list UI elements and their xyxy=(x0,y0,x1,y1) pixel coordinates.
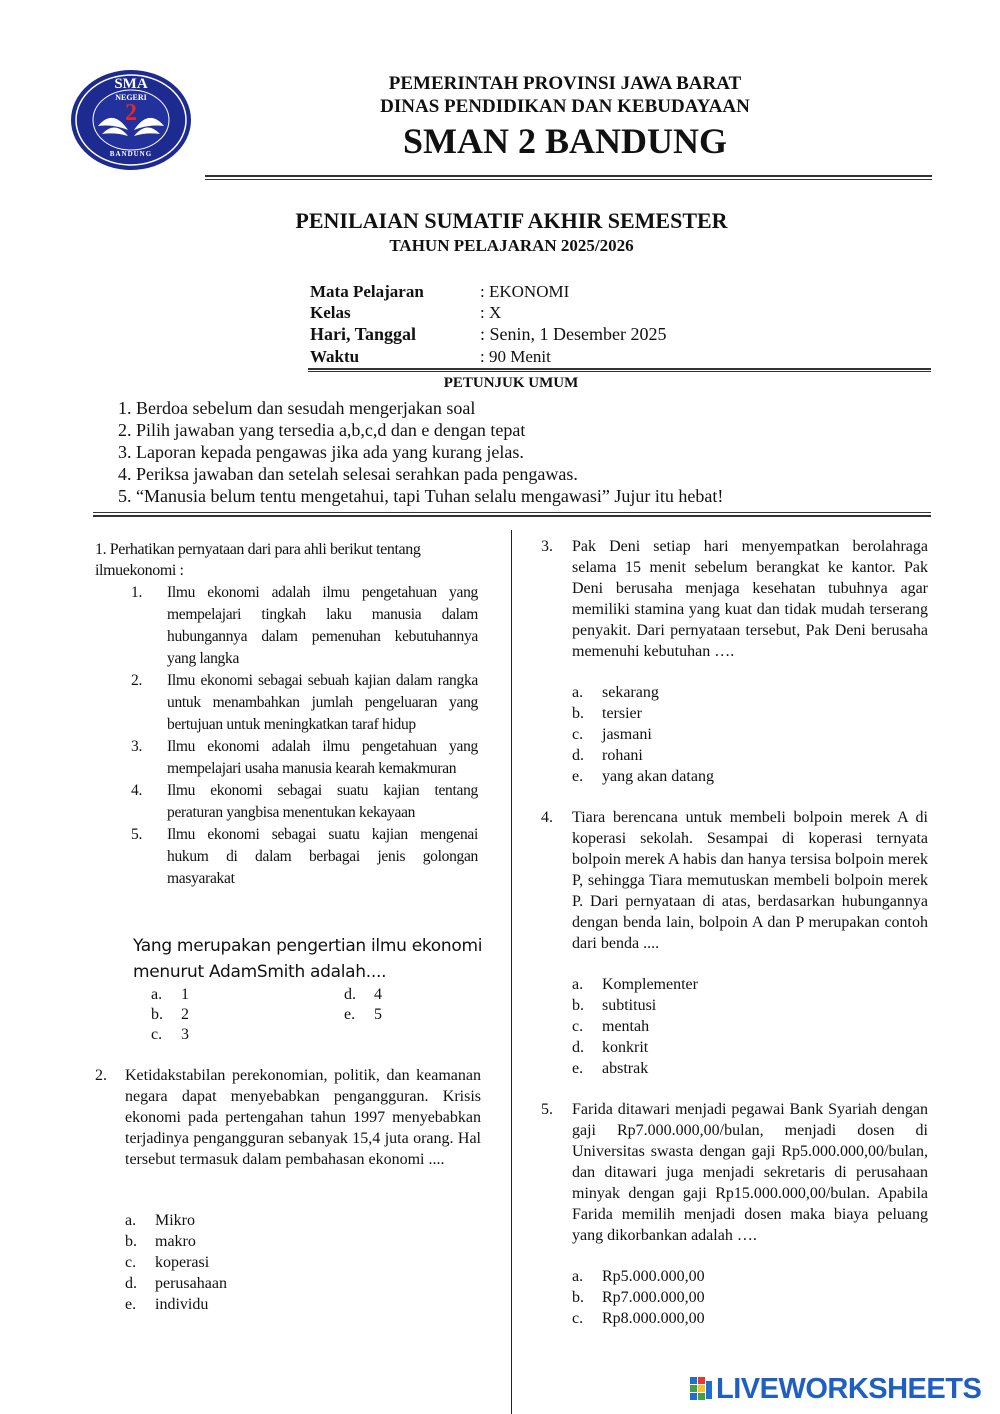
q5-option-b[interactable]: b. Rp7.000.000,00 xyxy=(572,1289,705,1306)
q2-option-e[interactable]: e. individu xyxy=(125,1296,209,1313)
q5-number: 5. xyxy=(541,1101,553,1118)
q5-option-a[interactable]: a. Rp5.000.000,00 xyxy=(572,1268,705,1285)
q2-option-a[interactable]: a. Mikro xyxy=(125,1212,195,1229)
q4-option-c[interactable]: c. mentah xyxy=(572,1018,650,1035)
q1-question: Yang merupakan pengertian ilmu ekonomi menurut AdamSmith adalah.... xyxy=(133,936,483,982)
q3-option-d[interactable]: d. rohani xyxy=(572,747,643,764)
q4-text: Tiara berencana untuk membeli bolpoin merek A di koperasi sekolah. Sesampai di koperasi ternyata bolpoin merek A habis dan hanya tersisa bolpoin merek P, sehingga Tiara memutuskan membeli bolpoin merek P. Dari pernyataan di atas, berdasarkan hubungannya dengan benda lain, bolpoin A dan P merupakan contoh dari benda .... xyxy=(572,809,928,952)
logo-text-top: SMA xyxy=(114,76,148,92)
q2-number: 2. xyxy=(95,1067,107,1084)
meta-time: Waktu : 90 Menit xyxy=(310,347,551,366)
section-rule-thick xyxy=(93,515,931,517)
q1-statement: 3. Ilmu ekonomi adalah ilmu pengetahuan yang mempelajari usaha manusia kearah kemakmuran xyxy=(131,738,478,777)
q4-option-b[interactable]: b. subtitusi xyxy=(572,997,657,1014)
q2-text: Ketidakstabilan perekonomian, politik, dan keamanan negara dapat menyebabkan pengangguran. Krisis ekonomi pada pertengahan tahun 1997 menyebabkan terjadinya pengangguran sebanyak 15,4 juta orang. Hal tersebut termasuk dalam pembahasan ekonomi .... xyxy=(125,1067,481,1168)
q3-option-c[interactable]: c. jasmani xyxy=(572,726,652,743)
q4-option-d[interactable]: d. konkrit xyxy=(572,1039,649,1056)
q1-statements xyxy=(131,582,478,890)
q4-option-a[interactable]: a. Komplementer xyxy=(572,976,698,993)
q1-stem: 1. Perhatikan pernyataan dari para ahli berikut tentang ilmuekonomi : xyxy=(95,541,421,579)
instruction-item: 5. “Manusia belum tentu mengetahui, tapi Tuhan selalu mengawasi” Jujur itu hebat! xyxy=(118,486,724,506)
q1-option-a[interactable]: a. 1 xyxy=(151,986,189,1003)
q1-option-b[interactable]: b. 2 xyxy=(151,1006,189,1023)
header-rule-thin xyxy=(205,179,932,180)
meta-rule-thin xyxy=(308,371,931,372)
header-line2: DINAS PENDIDIKAN DAN KEBUDAYAAN xyxy=(380,96,750,117)
q1-statement: 2. Ilmu ekonomi sebagai sebuah kajian dalam rangka untuk menambahkan jumlah pengeluaran yang bertujuan untuk meningkatkan taraf hidup xyxy=(131,672,478,733)
q2-option-c[interactable]: c. koperasi xyxy=(125,1254,210,1271)
liveworksheets-icon xyxy=(690,1377,714,1401)
liveworksheets-watermark: LIVEWORKSHEETS xyxy=(716,1373,982,1405)
school-name: SMAN 2 BANDUNG xyxy=(403,121,727,161)
instruction-item: 2. Pilih jawaban yang tersedia a,b,c,d dan e dengan tepat xyxy=(118,420,526,440)
exam-title: PENILAIAN SUMATIF AKHIR SEMESTER xyxy=(295,208,728,233)
q1-option-e[interactable]: e. 5 xyxy=(344,1006,382,1023)
instruction-item: 1. Berdoa sebelum dan sesudah mengerjakan soal xyxy=(118,398,476,418)
q1-statement: 5. Ilmu ekonomi sebagai suatu kajian mengenai hukum di dalam berbagai jenis golongan masyarakat xyxy=(131,826,478,887)
exam-year: TAHUN PELAJARAN 2025/2026 xyxy=(389,236,634,255)
q3-option-a[interactable]: a. sekarang xyxy=(572,684,659,701)
q2-option-d[interactable]: d. perusahaan xyxy=(125,1275,227,1292)
q3-text: Pak Deni setiap hari menyempatkan berolahraga selama 15 menit sebelum berangkat ke kantor. Pak Deni berusaha menjaga kesehatan tubuhnya agar memiliki stamina yang kuat dan tidak mudah terserang penyakit. Dari pernyataan tersebut, Pak Deni berusaha memenuhi kebutuhan …. xyxy=(572,538,928,660)
q3-number: 3. xyxy=(541,538,553,555)
q2-option-b[interactable]: b. makro xyxy=(125,1233,196,1250)
q4-option-e[interactable]: e. abstrak xyxy=(572,1060,649,1077)
q3-option-e[interactable]: e. yang akan datang xyxy=(572,768,714,785)
q5-text: Farida ditawari menjadi pegawai Bank Syariah dengan gaji Rp7.000.000,00/bulan, menjadi dosen di Universitas swasta dengan gaji Rp5.000.000,00/bulan, dan ditawari juga menjadi sekretaris di perusahaan minyak dengan gaji Rp15.000.000,00/bulan. Apabila Farida memilih menjadi dosen maka biaya peluang yang dikorbankan adalah …. xyxy=(572,1101,928,1244)
meta-subject: Mata Pelajaran : EKONOMI xyxy=(310,282,570,301)
logo-text-num: 2 xyxy=(125,100,137,126)
meta-date: Hari, Tanggal : Senin, 1 Desember 2025 xyxy=(310,324,667,344)
q1-option-c[interactable]: c. 3 xyxy=(151,1026,189,1043)
instruction-item: 4. Periksa jawaban dan setelah selesai serahkan pada pengawas. xyxy=(118,464,578,484)
instructions-title: PETUNJUK UMUM xyxy=(443,375,579,391)
logo-text-mid: NEGERI xyxy=(115,93,147,102)
column-divider xyxy=(511,530,512,1414)
q1-statement: 4. Ilmu ekonomi sebagai suatu kajian tentang peraturan yangbisa menentukan kekayaan xyxy=(131,782,478,821)
q1-option-d[interactable]: d. 4 xyxy=(344,986,382,1003)
header-rule-thick xyxy=(205,175,932,177)
meta-class: Kelas : X xyxy=(310,303,502,322)
q5-option-c[interactable]: c. Rp8.000.000,00 xyxy=(572,1310,705,1327)
instructions-list xyxy=(118,397,723,507)
q1-statement: 1. Ilmu ekonomi adalah ilmu pengetahuan yang mempelajari tingkah laku manusia dalam hubungannya dalam pemenuhan kebutuhannya yang langka xyxy=(131,584,478,667)
meta-rule-thick xyxy=(308,368,931,370)
instruction-item: 3. Laporan kepada pengawas jika ada yang kurang jelas. xyxy=(118,442,524,462)
header-line1: PEMERINTAH PROVINSI JAWA BARAT xyxy=(388,73,742,94)
q4-number: 4. xyxy=(541,809,553,826)
section-rule-thin xyxy=(93,512,931,513)
q3-option-b[interactable]: b. tersier xyxy=(572,705,642,722)
logo-text-bottom: BANDUNG xyxy=(109,150,153,158)
